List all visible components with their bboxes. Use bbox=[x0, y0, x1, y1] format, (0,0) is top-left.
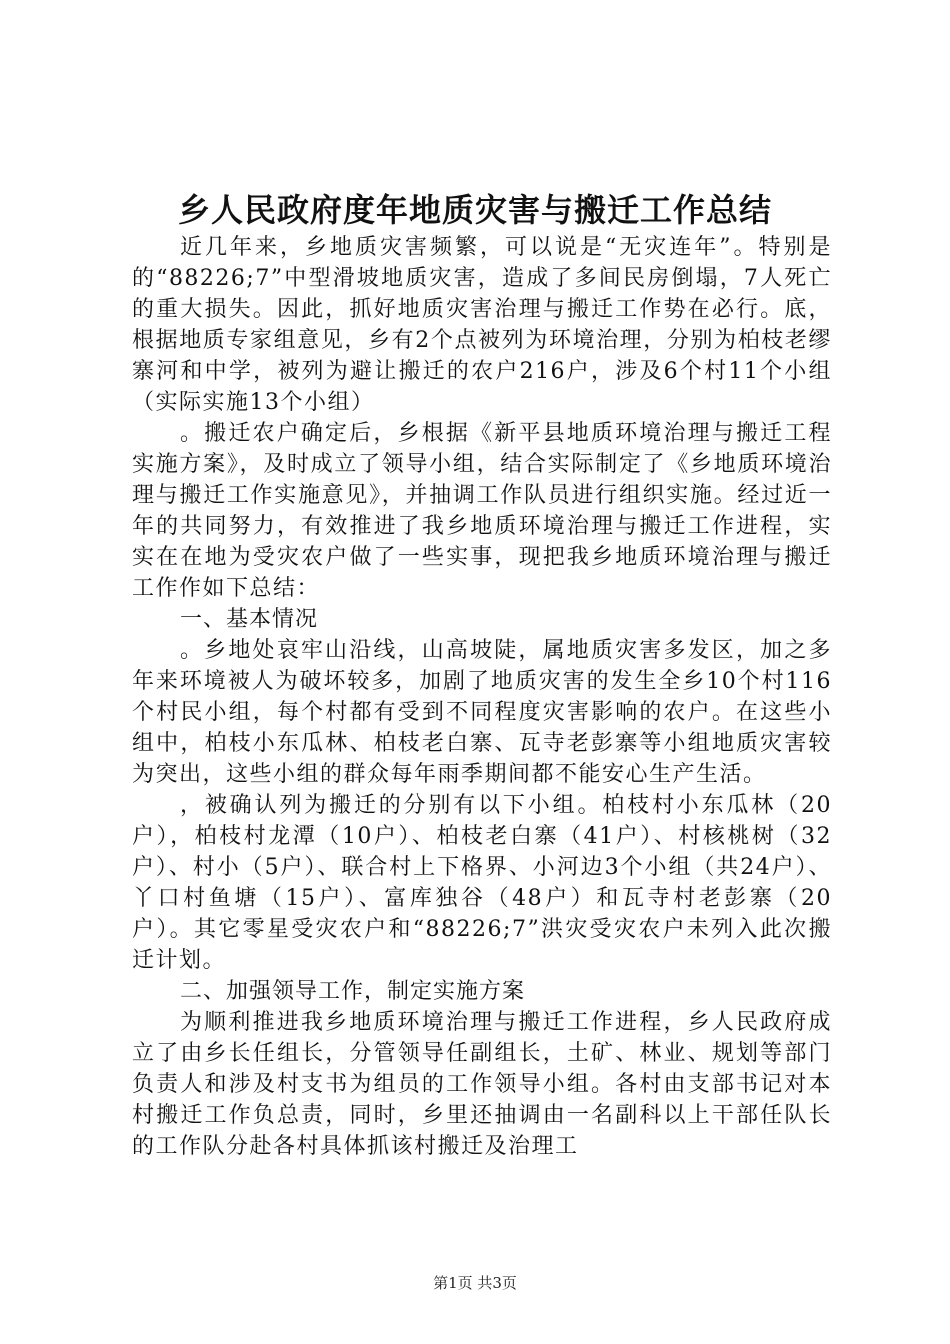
paragraph-2: 。搬迁农户确定后，乡根据《新平县地质环境治理与搬迁工程实施方案》，及时成立了领导小组，结合实际制定了《乡地质环境治理与搬迁工作实施意见》，并抽调工作队员进行组织实施。经过近一年的共同努力，有效推进了我乡地质环境治理与搬迁工作进程，实实在在地为受灾农户做了一些实事，现把我乡地质环境治理与搬迁工作作如下总结： bbox=[132, 421, 832, 601]
section-heading-leadership: 二、加强领导工作，制定实施方案 bbox=[180, 979, 526, 1004]
section-heading-basic-situation: 一、基本情况 bbox=[180, 607, 319, 632]
paragraph-5: 为顺利推进我乡地质环境治理与搬迁工作进程，乡人民政府成立了由乡长任组长，分管领导任副组长，土矿、林业、规划等部门负责人和涉及村支书为组员的工作领导小组。各村由支部书记对本村搬迁工作负总责，同时，乡里还抽调由一名副科以上干部任队长的工作队分赴各村具体抓该村搬迁及治理工 bbox=[132, 1010, 832, 1159]
document-title: 乡人民政府度年地质灾害与搬迁工作总结 bbox=[177, 191, 772, 229]
document-body bbox=[132, 232, 832, 1162]
paragraph-1: 近几年来，乡地质灾害频繁，可以说是“无灾连年”。特别是的“88226;7”中型滑坡地质灾害，造成了多间民房倒塌，7人死亡的重大损失。因此，抓好地质灾害治理与搬迁工作势在必行。底，根据地质专家组意见，乡有2个点被列为环境治理，分别为柏枝老缪寨河和中学，被列为避让搬迁的农户216户，涉及6个村11个小组（实际实施13个小组） bbox=[132, 235, 832, 415]
page-number-footer: 第1页 共3页 bbox=[433, 1274, 517, 1292]
paragraph-3: 。乡地处哀牢山沿线，山高坡陡，属地质灾害多发区，加之多年来环境被人为破坏较多，加剧了地质灾害的发生全乡10个村116个村民小组，每个村都有受到不同程度灾害影响的农户。在这些小组中，柏枝小东瓜林、柏枝老白寨、瓦寺老彭寨等小组地质灾害较为突出，这些小组的群众每年雨季期间都不能安心生产生活。 bbox=[132, 638, 832, 787]
paragraph-4: ，被确认列为搬迁的分别有以下小组。柏枝村小东瓜林（20户），柏枝村龙潭（10户）、柏枝老白寨（41户）、村核桃树（32户）、村小（5户）、联合村上下格界、小河边3个小组（共24户）、丫口村鱼塘（15户）、富库独谷（48户）和瓦寺村老彭寨（20户）。其它零星受灾农户和“88226;7”洪灾受灾农户未列入此次搬迁计划。 bbox=[132, 793, 832, 973]
